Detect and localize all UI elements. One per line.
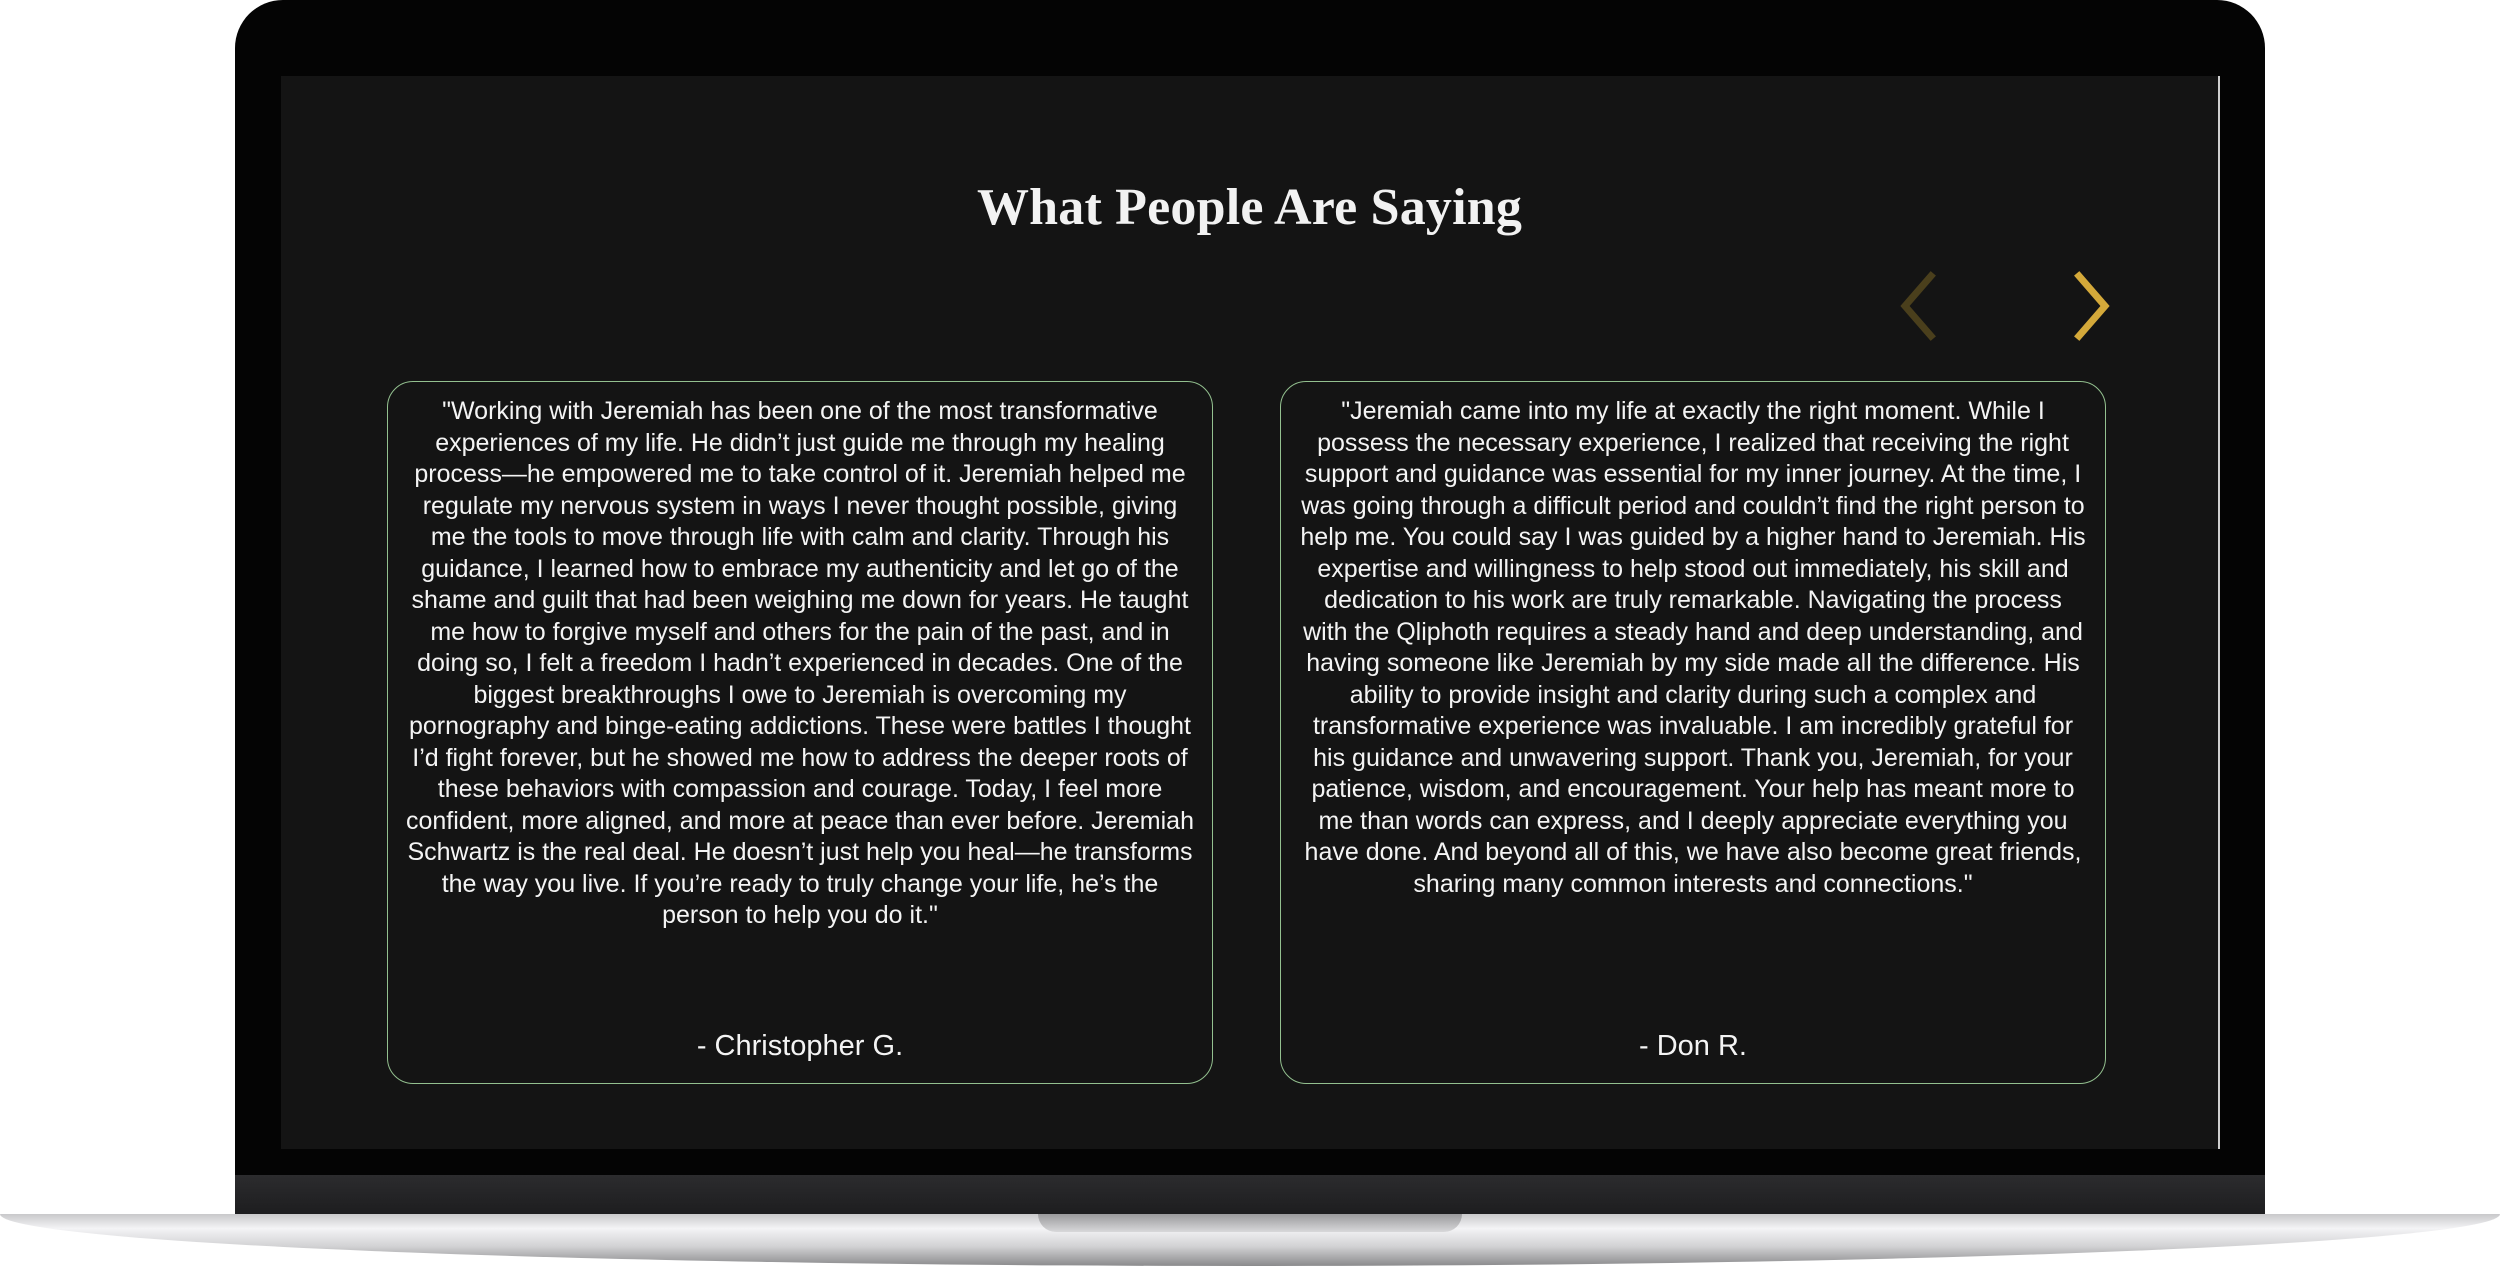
testimonial-quote: "Jeremiah came into my life at exactly the right moment. While I possess the necessary experience, I realized that receiving the right support and guidance was essential for my inner journey. At the time, I was going through a difficult period and couldn’t find the right person to help me. You could say I was guided by a higher hand to Jeremiah. His expertise and willingness to help stood out immediately, his skill and dedication to his work are truly remarkable. Navigating the process with the Qliphoth requires a steady hand and deep understanding, and having someone like Jeremiah by my side made all the difference. His ability to provide insight and clarity during such a complex and transformative experience was invaluable. I am incredibly grateful for his guidance and unwavering support. Thank you, Jeremiah, for your patience, wisdom, and encouragement. Your help has meant more to me than words can express, and I deeply appreciate everything you have done. And beyond all of this, we have also become great friends, sharing many common interests and connections." xyxy=(1300,397,2086,898)
testimonial-card xyxy=(387,381,1213,1084)
section-title: What People Are Saying xyxy=(976,179,1523,236)
chevron-right-icon xyxy=(2065,268,2117,344)
testimonial-quote: "Working with Jeremiah has been one of the most transformative experiences of my life. He didn’t just guide me through my healing process—he empowered me to take control of it. Jeremiah helped me regulate my nervous system in ways I never thought possible, giving me the tools to move through life with calm and clarity. Through his guidance, I learned how to embrace my authenticity and let go of the shame and guilt that had been weighing me down for years. He taught me how to forgive myself and others for the pain of the past, and in doing so, I felt a freedom I hadn’t experienced in decades. One of the biggest breakthroughs I owe to Jeremiah is overcoming my pornography and binge-eating addictions. These were battles I thought I’d fight forever, but he showed me how to address the deeper roots of these behaviors with compassion and courage. Today, I feel more confident, more aligned, and more at peace than ever before. Jeremiah Schwartz is the real deal. He doesn’t just help you heal—he transforms the way you live. If you’re ready to truly change your life, he’s the person to help you do it." xyxy=(406,397,1194,929)
laptop-hinge xyxy=(235,1175,2265,1217)
screen xyxy=(281,76,2220,1149)
testimonial-card xyxy=(1280,381,2106,1084)
chevron-left-icon xyxy=(1893,268,1945,344)
carousel-next-button[interactable] xyxy=(2051,256,2131,356)
laptop-notch xyxy=(1038,1214,1462,1232)
carousel-prev-button[interactable] xyxy=(1879,256,1959,356)
testimonial-author: - Don R. xyxy=(1639,1030,1747,1062)
testimonial-author: - Christopher G. xyxy=(696,1030,904,1062)
